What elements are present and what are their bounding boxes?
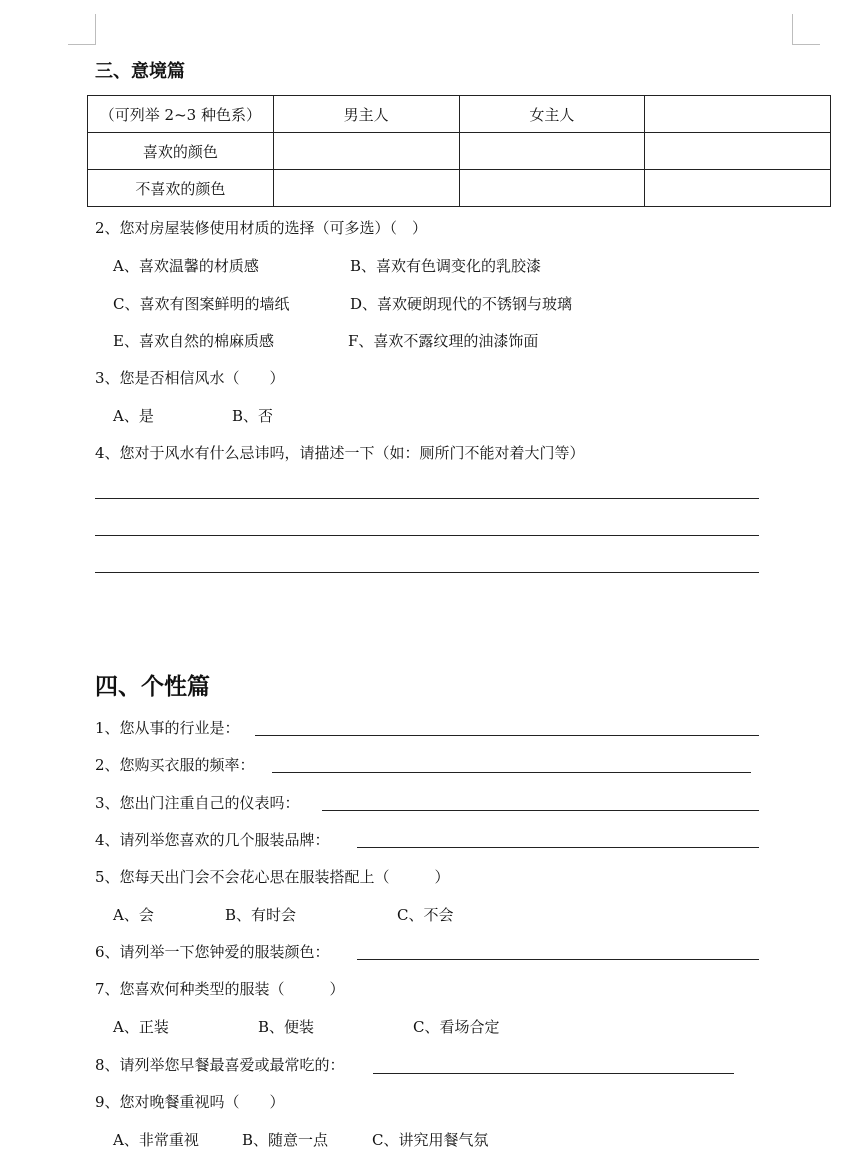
personal-question-1: 1、您从事的行业是：	[95, 719, 240, 737]
table-cell[interactable]	[459, 133, 645, 170]
table-cell[interactable]	[273, 170, 459, 207]
answer-line[interactable]	[95, 572, 759, 573]
option-b[interactable]: B、便装	[258, 1018, 315, 1036]
question-3: 3、您是否相信风水（ ）	[95, 369, 285, 387]
table-cell: 男主人	[273, 96, 459, 133]
personal-question-4: 4、请列举您喜欢的几个服装品牌：	[95, 831, 330, 849]
table-cell[interactable]	[273, 133, 459, 170]
answer-line[interactable]	[322, 810, 759, 811]
personal-question-5: 5、您每天出门会不会花心思在服装搭配上（ ）	[95, 868, 450, 886]
option-a[interactable]: A、喜欢温馨的材质感	[113, 257, 259, 275]
option-no[interactable]: B、否	[232, 407, 274, 425]
answer-line[interactable]	[373, 1073, 734, 1074]
table-row	[88, 170, 831, 207]
personal-question-7: 7、您喜欢何种类型的服装（ ）	[95, 980, 345, 998]
table-header-row	[88, 96, 831, 133]
table-row	[88, 133, 831, 170]
crop-mark-top-left	[68, 14, 96, 45]
section4-title: 四、个性篇	[95, 673, 210, 700]
answer-line[interactable]	[272, 772, 751, 773]
personal-question-6: 6、请列举一下您钟爱的服装颜色：	[95, 943, 330, 961]
option-c[interactable]: C、不会	[397, 906, 454, 924]
option-b[interactable]: B、随意一点	[242, 1131, 329, 1149]
table-cell: （可列举 2~3 种色系）	[88, 96, 274, 133]
option-f[interactable]: F、喜欢不露纹理的油漆饰面	[348, 332, 539, 350]
question-4: 4、您对于风水有什么忌讳吗，请描述一下（如：厕所门不能对着大门等）	[95, 444, 585, 462]
option-c[interactable]: C、喜欢有图案鲜明的墙纸	[113, 295, 290, 313]
answer-line[interactable]	[255, 735, 759, 736]
table-cell: 喜欢的颜色	[88, 133, 274, 170]
crop-mark-top-right	[792, 14, 820, 45]
option-c[interactable]: C、看场合定	[413, 1018, 500, 1036]
table-cell: 女主人	[459, 96, 645, 133]
option-c[interactable]: C、讲究用餐气氛	[372, 1131, 489, 1149]
option-b[interactable]: B、喜欢有色调变化的乳胶漆	[350, 257, 542, 275]
personal-question-8: 8、请列举您早餐最喜爱或最常吃的：	[95, 1056, 345, 1074]
option-d[interactable]: D、喜欢硬朗现代的不锈钢与玻璃	[350, 295, 573, 313]
section3-title: 三、意境篇	[95, 61, 185, 82]
option-a[interactable]: A、非常重视	[113, 1131, 199, 1149]
table-cell: 不喜欢的颜色	[88, 170, 274, 207]
personal-question-2: 2、您购买衣服的频率：	[95, 756, 255, 774]
answer-line[interactable]	[357, 847, 759, 848]
option-yes[interactable]: A、是	[113, 407, 154, 425]
option-a[interactable]: A、会	[113, 906, 154, 924]
answer-line[interactable]	[95, 535, 759, 536]
personal-question-9: 9、您对晚餐重视吗（ ）	[95, 1093, 285, 1111]
question-2: 2、您对房屋装修使用材质的选择（可多选）（ ）	[95, 219, 428, 237]
personal-question-3: 3、您出门注重自己的仪表吗：	[95, 794, 300, 812]
table-cell[interactable]	[459, 170, 645, 207]
table-cell[interactable]	[645, 170, 831, 207]
table-cell[interactable]	[645, 96, 831, 133]
option-b[interactable]: B、有时会	[225, 906, 297, 924]
table-cell[interactable]	[645, 133, 831, 170]
color-preference-table	[87, 95, 831, 207]
option-a[interactable]: A、正装	[113, 1018, 169, 1036]
answer-line[interactable]	[95, 498, 759, 499]
answer-line[interactable]	[357, 959, 759, 960]
option-e[interactable]: E、喜欢自然的棉麻质感	[113, 332, 274, 350]
